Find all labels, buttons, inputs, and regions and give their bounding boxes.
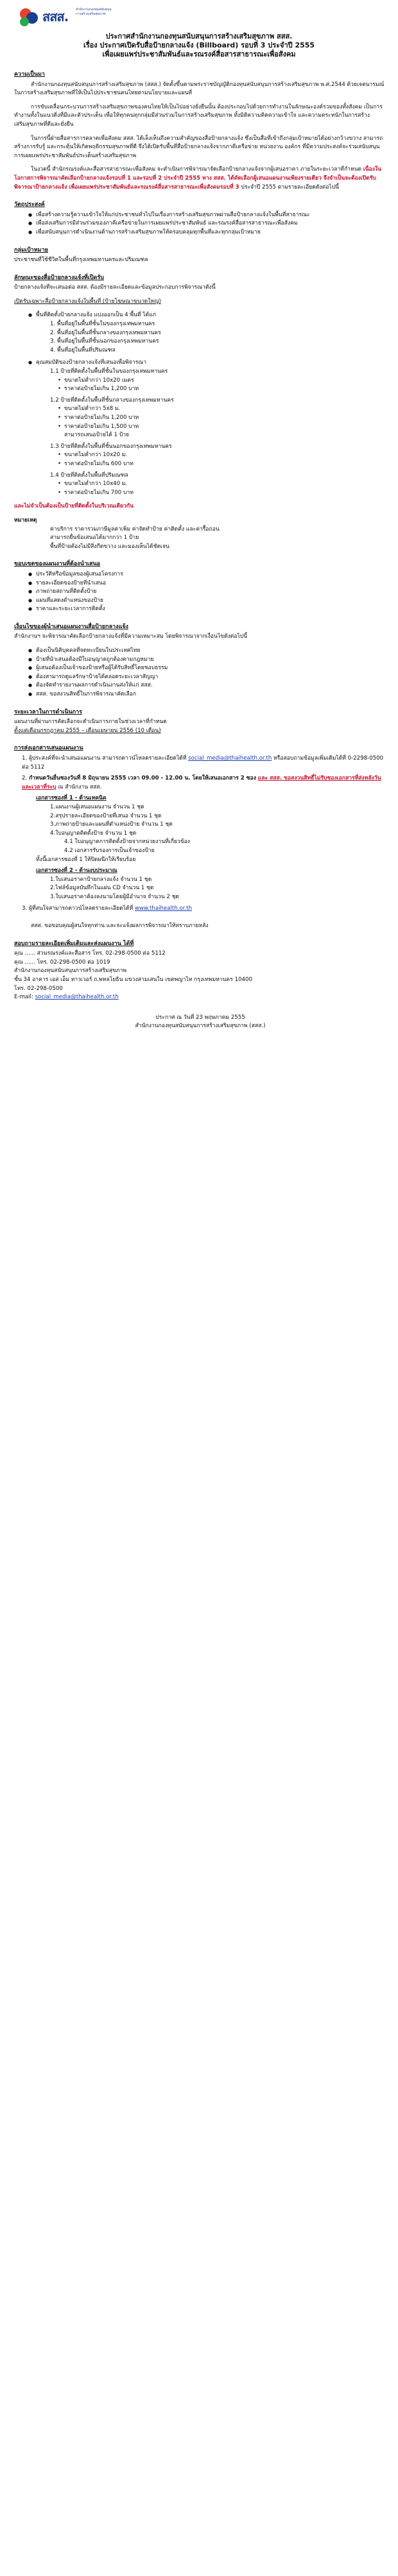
criteria-list [14, 647, 386, 699]
submission-item-2-a: กำหนดวันยื่นซองวันที่ 8 มิถุนายน 2555 เวลา 09.00 - 12.00 น. โดยให้เสนอเอกสาร 2 ซอง [28, 775, 256, 782]
req-item: • ขนาดไม่ต่ำกว่า 5x8 ม. [64, 405, 386, 414]
submission-item-3-a: ผู้ที่สนใจสามารถดาวน์โหลดรายละเอียดได้ที่ [28, 905, 134, 912]
conditions-heading: ลักษณะของสื่อป้ายกลางแจ้งที่เปิดรับ [14, 274, 104, 281]
contact-line: โทร. 02-298-0500 [14, 985, 63, 992]
req-2-list [14, 405, 386, 439]
background-p1: สำนักงานกองทุนสนับสนุนการสร้างเสริมสุขภาพ (สสส.) จัดตั้งขึ้นตามพระราชบัญญัติกองทุนสนับสนุนการสร้างเสริมสุขภาพ พ.ศ.2544 ด้วยเจตนารมณ์ในการสร้างเสริมสุขภาพที่ให้เป็นไปประชาชนคนไทยตามนโยบายและแผนที่ [14, 81, 385, 97]
background-p4-highlight: เนื่องในโอกาสการพิจารณาคัดเลือกป้ายกลางแจ้งรอบที่ 1 และรอบที่ 2 ประจำปี 2555 ทาง สสส. ได้คัดเลือกผู้เสนอแผนงานเพียงรายเดียว จึงจำเป็นจะต้องเปิดรับพิจารณาป้ายกลางแจ้ง เพื่อเผยแพร่ประชาสัมพันธ์และรณรงค์สื่อสารสาธารณะเพื่อสังคมรอบที่ 3 [14, 166, 382, 191]
envelope-item: 1.แผนงานผู้เสนอแผนงาน จำนวน 1 ชุด [50, 803, 144, 810]
remark-label: หมายเหตุ [14, 516, 37, 524]
submission-item-2-b: ณ สำนักงาน สสส. [58, 783, 102, 790]
logo-tagline: สำนักงานกองทุนสนับสนุน การสร้างเสริมสุขภาพ [76, 8, 112, 16]
document-item: ● ภาพถ่ายสถานที่ติดตั้งป้าย [36, 588, 386, 597]
envelope-1-note: ทั้งนี้เอกสารซองที่ 1 ให้ปิดผนึกให้เรียบร้อย [36, 856, 136, 863]
header-line-3: เพื่อเผยแพร่ประชาสัมพันธ์และรณรงค์สื่อสารสาธารณะเพื่อสังคม [102, 50, 296, 58]
target-text: ประชาชนที่ใช้ชีวิตในพื้นที่กรุงเทพมหานครและปริมณฑล [14, 257, 148, 264]
documents-heading: ขอบเขตของแผนงานที่ต้องนำเสนอ [14, 561, 101, 568]
contact-email-row [14, 993, 386, 1002]
logo-abbr: สสส. [42, 9, 69, 24]
envelope-subitem: 4.1 ใบอนุญาตการติดตั้งป้ายจากหน่วยงานที่เกี่ยวข้อง [64, 839, 190, 846]
envelope-item: 2.ไฟล์ข้อมูลบันทึกในแผ่น CD จำนวน 1 ชุด [50, 885, 154, 892]
criteria-intro: สำนักงานฯ จะพิจารณาคัดเลือกป้ายกลางแจ้งที่มีความเหมาะสม โดยพิจารณาจากเงื่อนไขดังต่อไปนี้ [14, 633, 248, 640]
envelope-item: 4.ใบอนุญาตติดตั้งป้าย จำนวน 1 ชุด [50, 830, 137, 837]
submission-heading: การส่งเอกสารเสนอแผนงาน [14, 745, 83, 752]
document-item: ● ราคาและระยะเวลาการติดตั้ง [36, 605, 386, 614]
remark-item: สามารถยื่นข้อเสนอได้มากกว่า 1 ป้าย [50, 534, 139, 542]
criteria-item: ● ต้องจัดทำรายงานผลการดำเนินงานส่งให้แก่ สสส. [36, 681, 386, 690]
objective-item: ● เพื่อสนับสนุนการดำเนินงานด้านการสร้างเสริมสุขภาพให้ครอบคลุมทุกพื้นที่และทุกกลุ่มเป้าหมาย [36, 228, 386, 237]
area-list [14, 320, 386, 355]
envelope-2-list [14, 876, 386, 902]
period-heading: ระยะเวลาในการดำเนินการ [14, 708, 82, 715]
signature-org: สำนักงานกองทุนสนับสนุนการสร้างเสริมสุขภาพ (สสส.) [135, 1023, 266, 1030]
criteria-heading: เงื่อนไขของผู้นำเสนอแผนงานสื่อป้ายกลางแจ้ง [14, 623, 128, 630]
envelope-item: 1.ใบเสนอราคาป้ายกลางแจ้ง จำนวน 1 ชุด [50, 876, 152, 883]
req-item: • ราคาต่อป้ายไม่เกิน 1,500 บาท [64, 423, 386, 432]
envelope-2-heading: เอกสารซองที่ 2 - ด้านงบประมาณ [36, 867, 117, 874]
document-item: ● แผนที่แสดงตำแหน่งของป้าย [36, 597, 386, 606]
contact-block [14, 950, 386, 1002]
requirements-heading: ● คุณสมบัติของป้ายกลางแจ้งที่เสนอเพื่อพิจารณา [14, 359, 386, 368]
criteria-item: ● ต้องเป็นนิติบุคคลที่จดทะเบียนในประเทศไทย [36, 647, 386, 656]
req-2: 1.2 ป้ายที่ติดตั้งในพื้นที่ชั้นกลางของกรุงเทพมหานคร [50, 397, 174, 404]
req-1-list [14, 377, 386, 394]
objective-item: ● เพื่อส่งเสริมการมีส่วนร่วมของภาคีเครือข่ายในการเผยแพร่ประชาสัมพันธ์ และรณรงค์สื่อสารสาธารณะเพื่อสังคม [36, 219, 386, 228]
criteria-item: ● ต้องสามารถดูแลรักษาป้ายได้ตลอดระยะเวลาสัญญา [36, 673, 386, 682]
area-item: 2. พื้นที่อยู่ในพื้นที่ชั้นกลางของกรุงเทพมหานคร [50, 329, 161, 336]
submission-item-1-b: หรือสอบถามข้อมูลเพิ่มเติมได้ที่ 0-2298-0500 ต่อ 5112 [22, 755, 384, 771]
background-p4-b: ประจำปี 2555 ตามรายละเอียดดังต่อไปนี้ [241, 183, 340, 191]
submission-item-3: 3. ผู้ที่สนใจสามารถดาวน์โหลดรายละเอียดได้ที่ www.thaihealth.or.th [22, 905, 192, 912]
submission-item-1: 1. ผู้ประสงค์ที่จะนำเสนอแผนงาน สามารถดาวน์โหลดรายละเอียดได้ที่ social_media@thaihealth.or.th หรือสอบถามข้อมูลเพิ่มเติมได้ที่ 0-2298-0500 ต่อ 5112 [22, 755, 384, 771]
sss-logo-icon [17, 5, 42, 28]
remark-block [14, 516, 386, 551]
req-1: 1.1 ป้ายที่ติดตั้งในพื้นที่ชั้นในของกรุงเทพมหานคร [50, 368, 168, 375]
target-heading: กลุ่มเป้าหมาย [14, 246, 48, 253]
req-3-list [14, 451, 386, 468]
background-heading: ความเป็นมา [14, 71, 45, 78]
envelope-1-list [14, 803, 386, 838]
criteria-item: ● ป้ายที่นำเสนอต้องมีใบอนุญาตถูกต้องตามกฎหมาย [36, 656, 386, 665]
submission-item-2-warning: และ สสส. ขอสงวนสิทธิ์ไม่รับซองเอกสารที่ส่งหลังวันและเวลาที่ระบุ [22, 775, 381, 790]
remark-item: พื้นที่ป้ายต้องไม่มีสิ่งกีดขวาง และมองเห็นได้ชัดเจน [50, 543, 169, 550]
closing-text: สสส. ขอขอบคุณผู้สนใจทุกท่าน และจะแจ้งผลการพิจารณาให้ทราบภายหลัง [31, 923, 209, 930]
submission-item-1-a: ผู้ประสงค์ที่จะนำเสนอแผนงาน สามารถดาวน์โหลดรายละเอียดได้ที่ [28, 755, 187, 762]
req-item: • ราคาต่อป้ายไม่เกิน 600 บาท [64, 460, 386, 469]
envelope-item: 3.ภาพถ่ายป้ายและแผนที่ตำแหน่งป้าย จำนวน 1 ชุด [50, 821, 173, 828]
price-note: และไม่จำเป็นต้องเป็นป้ายที่ติดตั้งในบริเวณเดียวกัน [14, 503, 134, 510]
contact-line: ชั้น 34 อาคาร เอส เอ็ม ทาวเวอร์ ถ.พหลโยธิน แขวงสามเสนใน เขตพญาไท กรุงเทพมหานคร 10400 [14, 977, 252, 984]
objective-item: ● เพื่อสร้างความรู้ความเข้าใจให้แก่ประชาชนทั่วไปในเรื่องการสร้างเสริมสุขภาพผ่านสื่อป้ายกลางแจ้งในพื้นที่สาธารณะ [36, 211, 386, 220]
document-item: ● รายละเอียดของป้ายที่นำเสนอ [36, 579, 386, 588]
sss-logo [17, 4, 113, 30]
req-item: • ขนาดไม่ต่ำกว่า 10x20 เมตร [64, 377, 386, 386]
req-item: • ราคาต่อป้ายไม่เกิน 1,200 บาท [64, 385, 386, 394]
contact-email-label: E-mail: [14, 994, 33, 1001]
background-p4 [14, 166, 386, 192]
contact-line: สำนักงานกองทุนสนับสนุนการสร้างเสริมสุขภาพ [14, 968, 126, 975]
contact-heading: สอบถามรายละเอียดเพิ่มเติมและส่งแผนงาน ได้ที่ [14, 940, 134, 947]
contact-email-link[interactable]: social_media@thaihealth.or.th [35, 994, 119, 1001]
period-value: ตั้งแต่เดือนกรกฎาคม 2555 – เดือนเมษายน 2556 (10 เดือน) [14, 727, 161, 734]
conditions-area-intro: เปิดรับเฉพาะสื่อป้ายกลางแจ้งในพื้นที่ (ป้ายโฆษณาขนาดใหญ่) [14, 298, 161, 305]
envelope-1-sublist [14, 838, 386, 855]
req-item: • ขนาดไม่ต่ำกว่า 10x20 ม. [64, 451, 386, 460]
background-p3: ในการนี้ฝ่ายสื่อสารการตลาดเพื่อสังคม สสส. ได้เล็งเห็นถึงความสำคัญของสื่อป้ายกลางแจ้ง ซึ่งเป็นสื่อที่เข้าถึงกลุ่มเป้าหมายได้อย่างกว้างขวาง สามารถสร้างการรับรู้ และกระตุ้นให้เกิดพฤติกรรมสุขภาพที่ดี จึงได้เปิดรับพื้นที่สื่อป้ายกลางแจ้งจากภาคีเครือข่าย หน่วยงาน องค์กร ที่มีความประสงค์จะร่วมสนับสนุนการเผยแพร่ประชาสัมพันธ์ประเด็นสร้างเสริมสุขภาพ [14, 135, 383, 159]
header-line-2: เรื่อง ประกาศเปิดรับสื่อป้ายกลางแจ้ง (Billboard) รอบที่ 3 ประจำปี 2555 [83, 41, 315, 49]
area-item: 3. พื้นที่อยู่ในพื้นที่ชั้นนอกของกรุงเทพมหานคร [50, 338, 159, 345]
criteria-item: ● ผู้เสนอต้องเป็นเจ้าของป้ายหรือผู้ได้รับสิทธิ์โดยชอบธรรม [36, 664, 386, 673]
period-text: แผนงานที่ผ่านการคัดเลือกจะดำเนินการภายในช่วงเวลาที่กำหนด [14, 719, 167, 726]
submission-item-2: 2. กำหนดวันยื่นซองวันที่ 8 มิถุนายน 2555 เวลา 09.00 - 12.00 น. โดยให้เสนอเอกสาร 2 ซอง และ สสส. ขอสงวนสิทธิ์ไม่รับซองเอกสารที่ส่งหลังวันและเวลาที่ระบุ ณ สำนักงาน สสส. [22, 775, 381, 790]
objectives-list [14, 211, 386, 237]
req-2-note: สามารถเสนอป้ายได้ 1 ป้าย [64, 432, 130, 439]
background-p4-a: ในงวดนี้ สำนักรณรงค์และสื่อสารสาธารณะเพื่อสังคม จะดำเนินการพิจารณาจัดเลือกป้ายกลางแจ้งจากผู้เสนอราคา ภายในระยะเวลาที่กำหนด [31, 166, 362, 173]
envelope-subitem: 4.2 เอกสารรับรองการเป็นเจ้าของป้าย [64, 847, 155, 854]
area-heading: ● พื้นที่ติดตั้งป้ายกลางแจ้ง แบ่งออกเป็น 4 พื้นที่ ได้แก่ [14, 311, 386, 320]
remark-list [14, 525, 386, 552]
contact-line: คุณ ...... โทร. 02-298-0500 ต่อ 1019 [14, 959, 110, 966]
req-4: 1.4 ป้ายที่ติดตั้งในพื้นที่ปริมณฑล [50, 472, 128, 479]
website-link[interactable]: www.thaihealth.or.th [134, 905, 192, 912]
signature-date: ประกาศ ณ วันที่ 23 พฤษภาคม 2555 [155, 1014, 245, 1021]
contact-line: คุณ ...... ส่วนรณรงค์และสื่อสาร โทร. 02-298-0500 ต่อ 5112 [14, 950, 166, 957]
documents-list [14, 570, 386, 614]
req-item: • ราคาต่อป้ายไม่เกิน 700 บาท [64, 489, 386, 498]
header-line-1: ประกาศสำนักงานกองทุนสนับสนุนการสร้างเสริมสุขภาพ สสส. [105, 32, 293, 40]
signature-block [14, 1014, 386, 1031]
req-3: 1.3 ป้ายที่ติดตั้งในพื้นที่ชั้นนอกของกรุงเทพมหานคร [50, 443, 172, 450]
req-4-list [14, 480, 386, 497]
req-item: • ขนาดไม่ต่ำกว่า 10x40 ม. [64, 480, 386, 489]
conditions-intro: ป้ายกลางแจ้งที่จะเสนอต่อ สสส. ต้องมีรายละเอียดและข้อมูลประกอบการพิจารณาดังนี้ [14, 284, 216, 291]
envelope-1-heading: เอกสารซองที่ 1 - ด้านเทคนิค [36, 795, 107, 802]
criteria-item: ● สสส. ขอสงวนสิทธิ์ในการพิจารณาคัดเลือก [36, 690, 386, 699]
background-p2: การขับเคลื่อนกระบวนการสร้างเสริมสุขภาพของคนไทยให้เป็นไปอย่างยั่งยืนนั้น ต้องประกอบไปด้วยการทำงานในลักษณะองค์รวมของทั้งสังคม เป็นการทำงานทั้งในแนวดิ่งที่มีและตัวประเด็น เพื่อให้ทุกคนทุกกลุ่มมีส่วนร่วมในการสร้างเสริมสุขภาพ ทั้งมิติความคิดความเข้าใจ และความตระหนักในการสร้างเสริมสุขภาพที่ดีและยั่งยืน [14, 103, 383, 128]
req-item: • ราคาต่อป้ายไม่เกิน 1,200 บาท [64, 414, 386, 423]
document-item: ● ประวัติหรือข้อมูลของผู้เสนอโครงการ [36, 570, 386, 579]
area-item: 1. พื้นที่อยู่ในพื้นที่ชั้นในของกรุงเทพมหานคร [50, 321, 155, 328]
area-item: 4. พื้นที่อยู่ในพื้นที่ปริมณฑล [50, 346, 116, 354]
envelope-item: 2.สรุปรายละเอียดของป้ายที่เสนอ จำนวน 1 ชุด [50, 812, 162, 819]
announcement-body [14, 62, 386, 1031]
submission-email-link[interactable]: social_media@thaihealth.or.th [188, 755, 272, 762]
objectives-heading: วัตถุประสงค์ [14, 201, 45, 209]
envelope-item: 3.ใบเสนอราคาต้องลงนามโดยผู้มีอำนาจ จำนวน 2 ชุด [50, 893, 180, 900]
remark-item: ค่าบริการ ราคารวมภาษีมูลค่าเพิ่ม ค่าจัดทำป้าย ค่าติดตั้ง และค่ารื้อถอน [50, 525, 220, 533]
